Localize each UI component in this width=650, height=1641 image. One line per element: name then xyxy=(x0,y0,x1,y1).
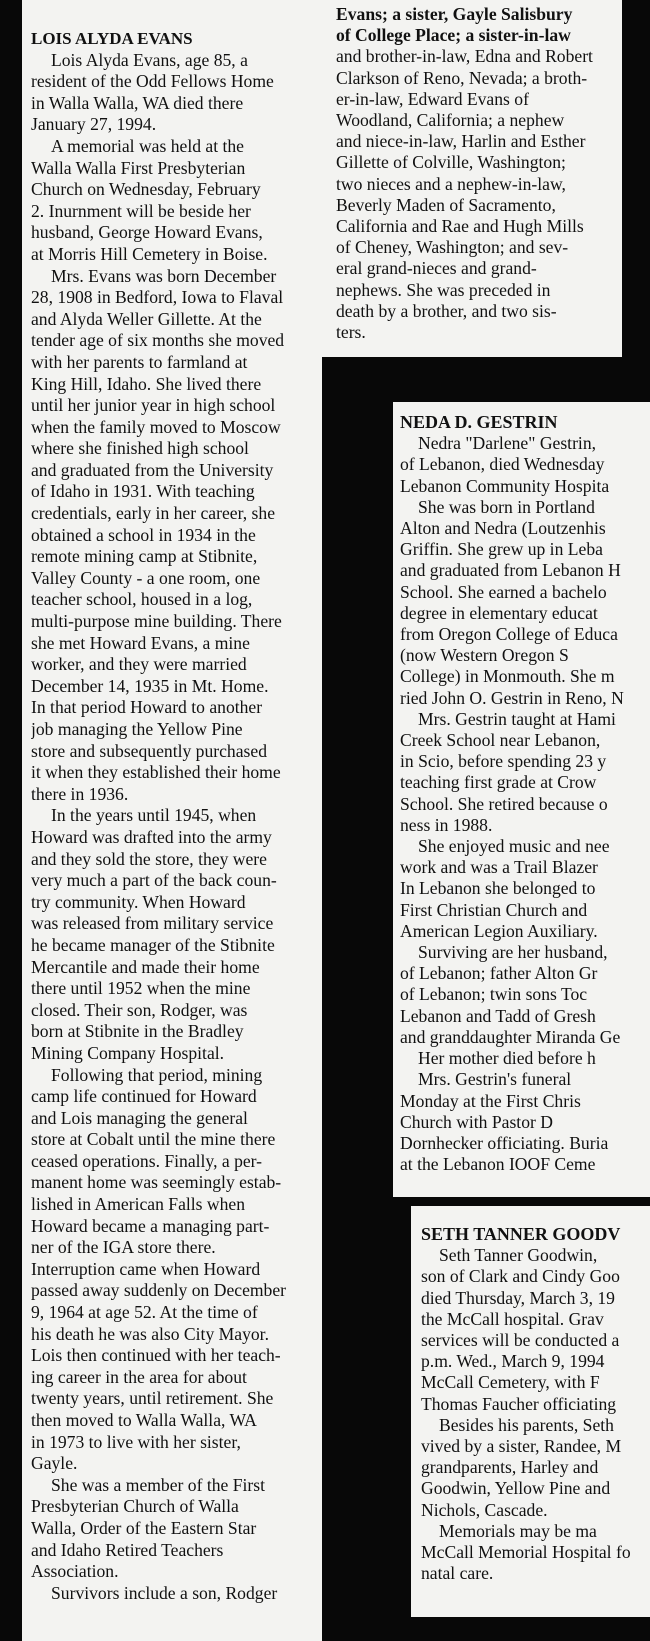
text-line: Mrs. Evans was born December xyxy=(51,265,277,286)
text-line: January 27, 1994. xyxy=(31,114,157,135)
text-line: Following that period, mining xyxy=(51,1064,263,1085)
text-line: died Thursday, March 3, 19 xyxy=(421,1287,615,1308)
text-line: 9, 1964 at age 52. At the time of xyxy=(31,1302,258,1323)
text-line: worker, and they were married xyxy=(31,654,247,675)
text-line: and Idaho Retired Teachers xyxy=(31,1539,224,1560)
obituary-heading: LOIS ALYDA EVANS xyxy=(31,29,193,48)
text-line: Dornhecker officiating. Buria xyxy=(400,1132,609,1153)
text-line: ing career in the area for about xyxy=(31,1366,247,1387)
text-line: Howard became a managing part- xyxy=(31,1215,270,1236)
text-line: try community. When Howard xyxy=(31,891,246,912)
text-line: teaching first grade at Crow xyxy=(400,772,597,793)
text-line: Beverly Maden of Sacramento, xyxy=(336,194,556,215)
text-line: ters. xyxy=(336,322,366,343)
text-line: from Oregon College of Educa xyxy=(400,624,618,645)
text-line: very much a part of the back coun- xyxy=(31,870,277,891)
obituary-heading: NEDA D. GESTRIN xyxy=(400,412,558,432)
text-line: teacher school, housed in a log, xyxy=(31,589,253,610)
text-line: Mining Company Hospital. xyxy=(31,1042,225,1063)
text-line: with her parents to farmland at xyxy=(31,351,248,372)
text-line: 2. Inurnment will be beside her xyxy=(31,200,251,221)
text-line: Nedra "Darlene" Gestrin, xyxy=(418,433,597,454)
text-line: Clarkson of Reno, Nevada; a broth- xyxy=(336,67,588,88)
obituary-body xyxy=(400,433,650,1175)
text-line: was released from military service xyxy=(31,913,274,934)
text-line: where she finished high school xyxy=(31,438,249,459)
text-line: of College Place; a sister-in-law xyxy=(336,25,571,46)
text-line: Gillette of Colville, Washington; xyxy=(336,152,566,173)
text-line: of Lebanon, died Wednesday xyxy=(400,454,605,475)
text-line: Lebanon Community Hospita xyxy=(400,475,610,496)
text-line: closed. Their son, Rodger, was xyxy=(31,999,248,1020)
text-line: Presbyterian Church of Walla xyxy=(31,1496,239,1517)
obituary-lois-alyda-evans xyxy=(22,0,322,1641)
text-line: Goodwin, Yellow Pine and xyxy=(421,1478,611,1499)
text-line: camp life continued for Howard xyxy=(31,1086,257,1107)
text-line: First Christian Church and xyxy=(400,899,588,920)
text-line: tender age of six months she moved xyxy=(31,330,285,351)
text-line: School. She earned a bachelo xyxy=(400,581,607,602)
text-line: California and Rae and Hugh Mills xyxy=(336,216,584,237)
text-line: he became manager of the Stibnite xyxy=(31,934,275,955)
text-line: Besides his parents, Seth xyxy=(439,1414,614,1435)
text-line: multi-purpose mine building. There xyxy=(31,611,282,632)
text-line: Howard was drafted into the army xyxy=(31,826,272,847)
text-line: Griffin. She grew up in Leba xyxy=(400,539,603,560)
text-line: Memorials may be ma xyxy=(439,1520,597,1541)
text-line: Gayle. xyxy=(31,1453,78,1474)
text-line: and granddaughter Miranda Ge xyxy=(400,1026,621,1047)
text-line: Lebanon and Tadd of Gresh xyxy=(400,1005,596,1026)
text-line: She enjoyed music and nee xyxy=(418,836,610,857)
text-line: resident of the Odd Fellows Home xyxy=(31,71,274,92)
text-line: of Lebanon; father Alton Gr xyxy=(400,963,598,984)
text-line: lished in American Falls when xyxy=(31,1194,246,1215)
text-line: when the family moved to Moscow xyxy=(31,416,281,437)
text-line: Creek School near Lebanon, xyxy=(400,730,601,751)
obituary-body xyxy=(421,1245,650,1584)
text-line: obtained a school in 1934 in the xyxy=(31,524,256,545)
text-line: two nieces and a nephew-in-law, xyxy=(336,173,566,194)
obituary-body xyxy=(336,4,616,343)
text-line: then moved to Walla Walla, WA xyxy=(31,1410,257,1430)
text-line: McCall Cemetery, with F xyxy=(421,1372,600,1393)
text-line: and brother-in-law, Edna and Robert xyxy=(336,46,593,67)
text-line: Church with Pastor D xyxy=(400,1111,553,1132)
text-line: remote mining camp at Stibnite, xyxy=(31,546,258,567)
text-line: store at Cobalt until the mine there xyxy=(31,1129,276,1150)
text-line: vived by a sister, Randee, M xyxy=(421,1436,622,1457)
text-line: of Cheney, Washington; and sev- xyxy=(336,237,569,258)
text-line: McCall Memorial Hospital fo xyxy=(421,1542,631,1563)
text-line: Evans; a sister, Gayle Salisbury xyxy=(336,4,573,24)
obituary-neda-d-gestrin xyxy=(393,402,650,1197)
text-line: grandparents, Harley and xyxy=(421,1457,599,1478)
text-line: Mercantile and made their home xyxy=(31,956,260,977)
text-line: p.m. Wed., March 9, 1994 xyxy=(421,1351,605,1372)
text-line: Walla Walla First Presbyterian xyxy=(31,157,246,178)
text-line: and niece-in-law, Harlin and Esther xyxy=(336,131,586,152)
text-line: ried John O. Gestrin in Reno, N xyxy=(400,687,624,708)
text-line: natal care. xyxy=(421,1563,494,1584)
text-line: Survivors include a son, Rodger xyxy=(51,1582,278,1603)
text-line: Mrs. Gestrin taught at Hami xyxy=(418,708,616,729)
text-line: Woodland, California; a nephew xyxy=(336,110,565,131)
text-line: at the Lebanon IOOF Ceme xyxy=(400,1154,596,1175)
text-line: and graduated from the University xyxy=(31,459,274,480)
text-line: School. She retired because o xyxy=(400,793,608,814)
text-line: Lois Alyda Evans, age 85, a xyxy=(51,49,248,70)
text-line: of Idaho in 1931. With teaching xyxy=(31,481,255,502)
text-line: death by a brother, and two sis- xyxy=(336,300,557,321)
text-line: Alton and Nedra (Loutzenhis xyxy=(400,518,606,539)
text-line: er-in-law, Edward Evans of xyxy=(336,88,529,109)
text-line: A memorial was held at the xyxy=(51,135,244,156)
text-line: (now Western Oregon S xyxy=(400,645,569,666)
text-line: there in 1936. xyxy=(31,783,129,804)
text-line: She was born in Portland xyxy=(418,496,595,517)
text-line: husband, George Howard Evans, xyxy=(31,222,263,243)
text-line: at Morris Hill Cemetery in Boise. xyxy=(31,243,268,264)
text-line: Walla, Order of the Eastern Star xyxy=(31,1517,257,1538)
text-line: December 14, 1935 in Mt. Home. xyxy=(31,675,269,696)
text-line: ness in 1988. xyxy=(400,814,493,835)
text-line: in Walla Walla, WA died there xyxy=(31,92,244,113)
text-line: ceased operations. Finally, a per- xyxy=(31,1150,263,1171)
obituary-evans-continuation xyxy=(316,0,622,357)
text-line: in Scio, before spending 23 y xyxy=(400,751,607,772)
text-line: Interruption came when Howard xyxy=(31,1258,261,1279)
text-line: there until 1952 when the mine xyxy=(31,978,251,999)
text-line: services will be conducted a xyxy=(421,1330,620,1351)
text-line: she met Howard Evans, a mine xyxy=(31,632,250,653)
text-line: She was a member of the First xyxy=(51,1474,266,1495)
text-line: 28, 1908 in Bedford, Iowa to Flaval xyxy=(31,287,284,308)
text-line: Nichols, Cascade. xyxy=(421,1499,548,1520)
text-line: eral grand-nieces and grand- xyxy=(336,258,537,279)
text-line: Valley County - a one room, one xyxy=(31,567,261,588)
text-line: American Legion Auxiliary. xyxy=(400,920,598,941)
text-line: of Lebanon; twin sons Toc xyxy=(400,984,588,1005)
text-line: Monday at the First Chris xyxy=(400,1090,581,1111)
text-line: In the years until 1945, when xyxy=(51,805,257,826)
text-line: credentials, early in her career, she xyxy=(31,503,276,524)
text-line: store and subsequently purchased xyxy=(31,740,267,761)
text-line: and graduated from Lebanon H xyxy=(400,560,621,581)
text-line: Church on Wednesday, February xyxy=(31,179,261,200)
text-line: his death he was also City Mayor. xyxy=(31,1323,269,1344)
text-line: passed away suddenly on December xyxy=(31,1280,287,1301)
text-line: son of Clark and Cindy Goo xyxy=(421,1266,620,1287)
text-line: the McCall hospital. Grav xyxy=(421,1308,604,1329)
text-line: in 1973 to live with her sister, xyxy=(31,1431,241,1452)
text-line: degree in elementary educat xyxy=(400,602,598,623)
text-line: born at Stibnite in the Bradley xyxy=(31,1021,244,1042)
text-line: manent home was seemingly estab- xyxy=(31,1172,282,1193)
obituary-seth-tanner-goodwin xyxy=(411,1206,650,1617)
text-line: Thomas Faucher officiating xyxy=(421,1393,617,1414)
text-line: ner of the IGA store there. xyxy=(31,1237,216,1258)
text-line: College) in Monmouth. She m xyxy=(400,666,615,687)
text-line: In that period Howard to another xyxy=(31,697,263,718)
text-line: and they sold the store, they were xyxy=(31,848,267,869)
text-line: Lois then continued with her teach- xyxy=(31,1345,281,1366)
obituary-body xyxy=(31,50,314,1605)
text-line: Association. xyxy=(31,1561,119,1582)
text-line: King Hill, Idaho. She lived there xyxy=(31,373,262,394)
obituary-heading: SETH TANNER GOODV xyxy=(421,1224,621,1244)
text-line: Surviving are her husband, xyxy=(418,942,608,963)
text-line: job managing the Yellow Pine xyxy=(31,719,243,739)
text-line: Seth Tanner Goodwin, xyxy=(439,1245,598,1266)
text-line: Mrs. Gestrin's funeral xyxy=(418,1069,572,1090)
text-line: twenty years, until retirement. She xyxy=(31,1388,274,1409)
text-line: In Lebanon she belonged to xyxy=(400,878,596,899)
text-line: and Alyda Weller Gillette. At the xyxy=(31,308,262,329)
text-line: nephews. She was preceded in xyxy=(336,279,551,300)
text-line: until her junior year in high school xyxy=(31,395,276,416)
text-line: and Lois managing the general xyxy=(31,1107,248,1128)
text-line: Her mother died before h xyxy=(418,1048,596,1069)
text-line: work and was a Trail Blazer xyxy=(400,857,598,878)
text-line: it when they established their home xyxy=(31,762,281,783)
